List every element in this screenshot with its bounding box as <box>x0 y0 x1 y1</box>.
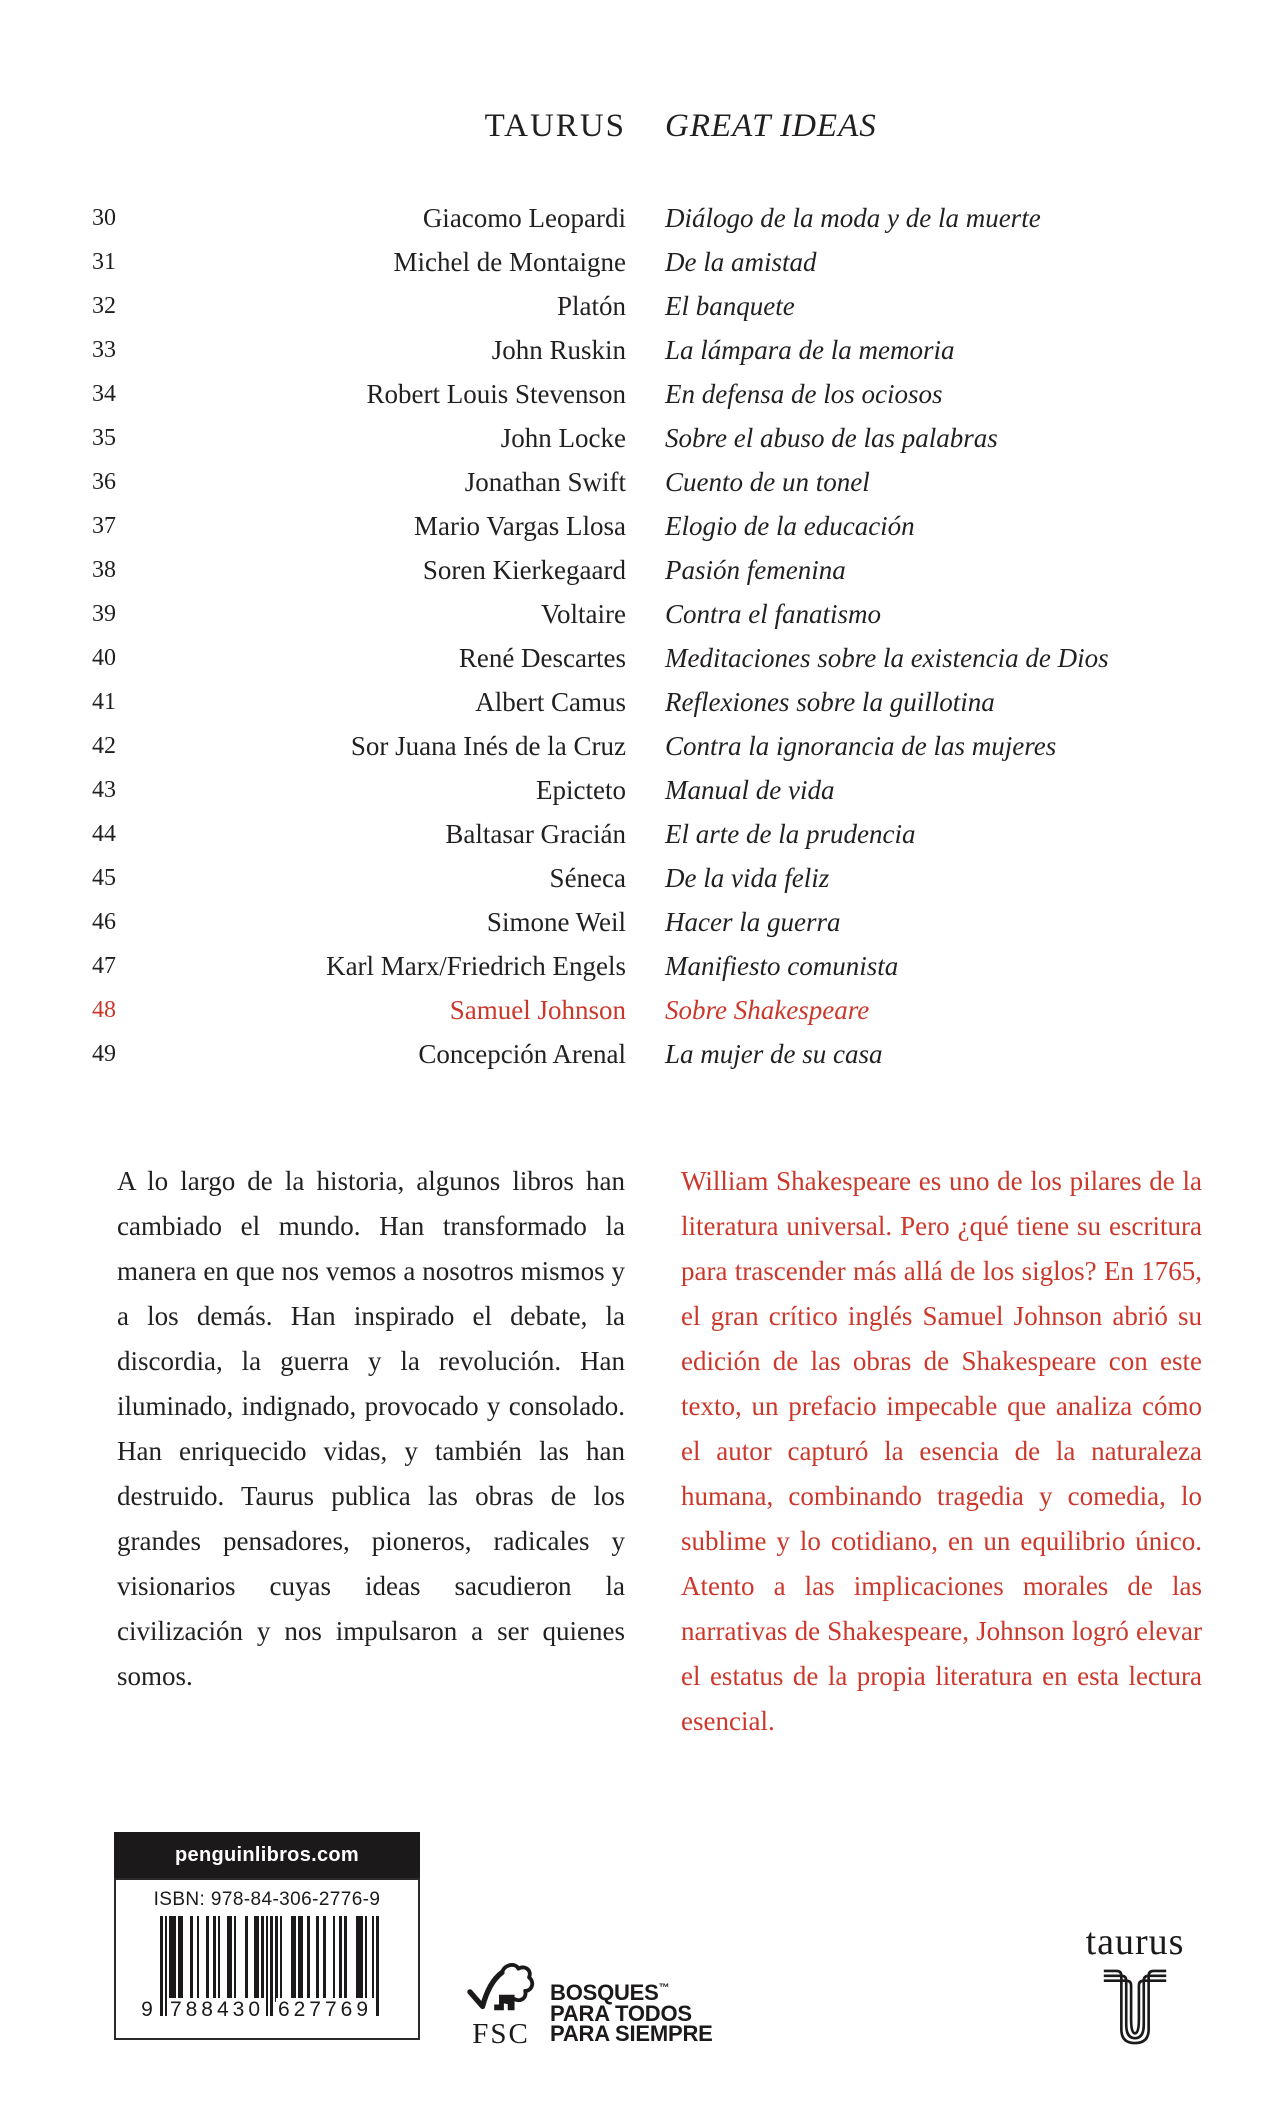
catalog-row <box>92 944 1172 988</box>
catalog-number: 49 <box>92 1041 116 1067</box>
catalog-author: Mario Vargas Llosa <box>414 511 626 541</box>
catalog-number: 43 <box>92 777 116 803</box>
catalog-row <box>92 812 1172 856</box>
series-description: A lo largo de la historia, algunos libros han cambiado el mundo. Han transformado la manera en que nos vemos a nosotros mismos y a los demás. Han inspirado el debate, la discordia, la guerra y la revolución. Han iluminado, indignado, provocado y consolado. Han enriquecido vidas, y también las han destruido. Taurus publica las obras de los grandes pensadores, pioneros, radicales y visionarios cuyas ideas sacudieron la civilización y nos impulsaron a ser quienes somos. <box>117 1166 625 1691</box>
fsc-acronym: FSC <box>472 2018 530 2050</box>
column-gutter <box>626 812 665 856</box>
catalog-row <box>92 636 1172 680</box>
catalog-number: 36 <box>92 469 116 495</box>
column-gutter <box>626 548 665 592</box>
series-name: GREAT IDEAS <box>665 108 877 144</box>
column-gutter <box>626 460 665 504</box>
catalog-number: 30 <box>92 205 116 231</box>
catalog-author: John Ruskin <box>491 335 626 365</box>
catalog-row <box>92 680 1172 724</box>
catalog-number: 48 <box>92 997 116 1023</box>
catalog-row <box>92 900 1172 944</box>
catalog-row <box>92 460 1172 504</box>
catalog-title: Cuento de un tonel <box>665 467 870 497</box>
column-gutter <box>626 592 665 636</box>
catalog-author: Albert Camus <box>475 687 626 717</box>
catalog-row <box>92 372 1172 416</box>
column-gutter <box>626 504 665 548</box>
column-gutter <box>626 680 665 724</box>
catalog-row <box>92 504 1172 548</box>
catalog-title: Contra el fanatismo <box>665 599 882 629</box>
column-gutter <box>626 636 665 680</box>
catalog-number: 33 <box>92 337 116 363</box>
catalog-title: El banquete <box>665 291 795 321</box>
column-gutter <box>626 328 665 372</box>
catalog-number: 39 <box>92 601 116 627</box>
isbn-barcode-box <box>114 1878 420 2040</box>
catalog-row <box>92 1032 1172 1076</box>
isbn-label: ISBN: 978-84-306-2776-9 <box>153 1889 381 1910</box>
column-gutter <box>626 944 665 988</box>
catalog-title: El arte de la prudencia <box>665 819 916 849</box>
catalog-row <box>92 240 1172 284</box>
catalog-author: Baltasar Gracián <box>445 819 626 849</box>
barcode-digits-left: 788430 <box>169 1998 265 2021</box>
barcode-digits-right: 627769 <box>277 1998 373 2021</box>
catalog-author: Epicteto <box>536 775 626 805</box>
catalog-number: 34 <box>92 381 116 407</box>
column-gutter <box>626 196 665 240</box>
publisher-website: penguinlibros.com <box>114 1832 420 1878</box>
catalog-author: Giacomo Leopardi <box>422 203 626 233</box>
catalog-author: Michel de Montaigne <box>393 247 626 277</box>
publisher-name: taurus <box>1085 1921 1185 1963</box>
catalog-number: 41 <box>92 689 116 715</box>
catalog-title: La mujer de su casa <box>665 1039 883 1069</box>
catalog-title: Contra la ignorancia de las mujeres <box>665 731 1057 761</box>
catalog-row <box>92 548 1172 592</box>
column-gutter <box>626 724 665 768</box>
catalog-author: Sor Juana Inés de la Cruz <box>350 731 626 761</box>
barcode-digit-prefix: 9 <box>141 1998 153 2021</box>
catalog-title: Sobre el abuso de las palabras <box>665 423 998 453</box>
fsc-tree-icon <box>465 1956 535 2020</box>
catalog-row <box>92 328 1172 372</box>
catalog-author: René Descartes <box>458 643 626 673</box>
fsc-claim-text <box>550 1978 713 2045</box>
catalog-author: Simone Weil <box>486 907 626 937</box>
catalog-title: Manifiesto comunista <box>665 951 899 981</box>
catalog-row <box>92 856 1172 900</box>
ean13-barcode <box>141 1916 379 2024</box>
column-gutter <box>626 372 665 416</box>
catalog-author: Robert Louis Stevenson <box>366 379 626 409</box>
catalog-title: Sobre Shakespeare <box>665 995 870 1025</box>
catalog-row <box>92 284 1172 328</box>
catalog-number: 44 <box>92 821 116 847</box>
column-gutter <box>626 416 665 460</box>
catalog-title: Hacer la guerra <box>665 907 841 937</box>
catalog-author: Séneca <box>549 863 626 893</box>
catalog-number: 37 <box>92 513 116 539</box>
fsc-claim-line1: BOSQUES <box>550 1980 659 2005</box>
catalog-author: Concepción Arenal <box>418 1039 626 1069</box>
column-gutter <box>626 856 665 900</box>
imprint-name: TAURUS <box>484 108 626 144</box>
fsc-claim-line3: PARA SIEMPRE <box>550 2021 713 2046</box>
catalog-author: Voltaire <box>541 599 626 629</box>
catalog-number: 35 <box>92 425 116 451</box>
catalog-row <box>92 416 1172 460</box>
catalog-author: Jonathan Swift <box>464 467 626 497</box>
catalog-row <box>92 196 1172 240</box>
fsc-claim-line2: PARA TODOS <box>550 2000 692 2026</box>
catalog-title: Manual de vida <box>665 775 835 805</box>
catalog-row <box>92 988 1172 1032</box>
catalog-list <box>92 196 1172 1076</box>
fsc-certification <box>455 1950 745 2060</box>
catalog-number: 40 <box>92 645 116 671</box>
catalog-title: Reflexiones sobre la guillotina <box>665 687 995 717</box>
catalog-title: Meditaciones sobre la existencia de Dios <box>665 643 1109 673</box>
catalog-author: John Locke <box>500 423 626 453</box>
catalog-author: Karl Marx/Friedrich Engels <box>326 951 626 981</box>
column-gutter <box>626 768 665 812</box>
catalog-number: 46 <box>92 909 116 935</box>
catalog-row <box>92 724 1172 768</box>
catalog-title: Pasión femenina <box>665 555 846 585</box>
catalog-title: En defensa de los ociosos <box>665 379 943 409</box>
catalog-title: De la amistad <box>665 247 817 277</box>
catalog-number: 32 <box>92 293 116 319</box>
book-synopsis: William Shakespeare es uno de los pilares de la literatura universal. Pero ¿qué tiene su escritura para trascender más allá de los siglos? En 1765, el gran crítico inglés Samuel Johnson abrió su edición de las obras de Shakespeare con este texto, un prefacio impecable que analiza cómo el autor capturó la esencia de la naturaleza humana, combinando tragedia y comedia, lo sublime y lo cotidiano, en un equilibrio único. Atento a las implicaciones morales de las narrativas de Shakespeare, Johnson logró elevar el estatus de la propia literatura en esta lectura esencial. <box>681 1166 1202 1736</box>
column-gutter <box>626 284 665 328</box>
catalog-title: Diálogo de la moda y de la muerte <box>665 203 1041 233</box>
catalog-number: 47 <box>92 953 116 979</box>
column-gutter <box>626 900 665 944</box>
publisher-colophon <box>1075 1922 1195 2052</box>
catalog-row <box>92 768 1172 812</box>
column-gutter <box>626 1032 665 1076</box>
trademark-symbol: ™ <box>658 1982 670 1994</box>
catalog-author: Samuel Johnson <box>449 995 626 1025</box>
catalog-title: De la vida feliz <box>665 863 830 893</box>
catalog-number: 38 <box>92 557 116 583</box>
column-gutter <box>626 988 665 1032</box>
catalog-title: Elogio de la educación <box>665 511 915 541</box>
column-gutter <box>626 240 665 284</box>
catalog-row <box>92 592 1172 636</box>
taurus-logo-icon <box>1103 1968 1167 2046</box>
catalog-author: Platón <box>556 291 626 321</box>
catalog-author: Soren Kierkegaard <box>422 555 626 585</box>
catalog-number: 42 <box>92 733 116 759</box>
catalog-title: La lámpara de la memoria <box>665 335 955 365</box>
catalog-number: 31 <box>92 249 116 275</box>
catalog-number: 45 <box>92 865 116 891</box>
